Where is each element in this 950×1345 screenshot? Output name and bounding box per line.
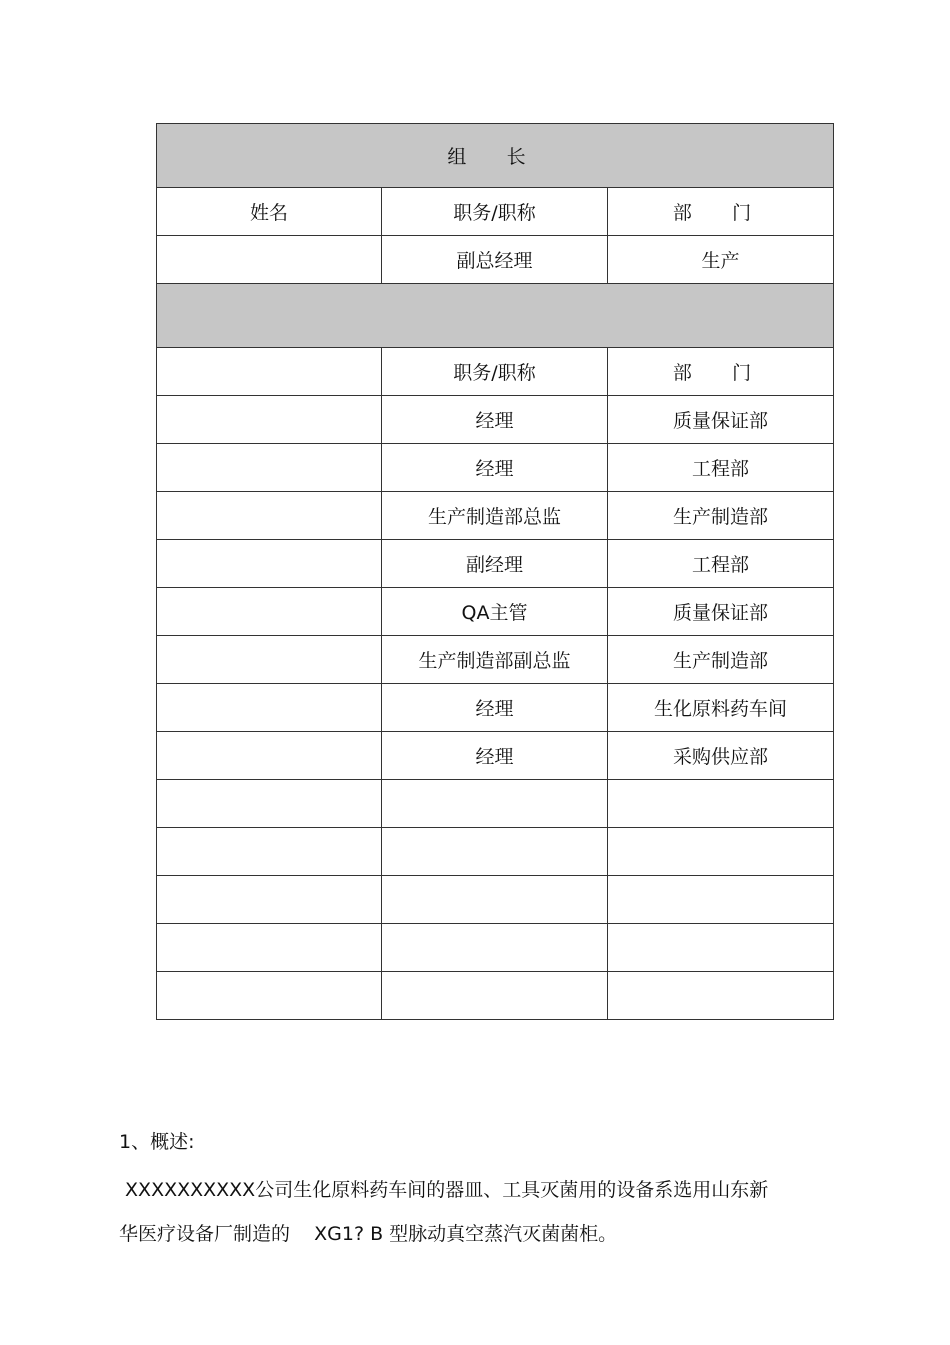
- members-header-title: 职务/职称: [382, 348, 608, 396]
- member-dept: [608, 828, 834, 876]
- header-title: 职务/职称: [382, 188, 608, 236]
- table-row: [157, 588, 834, 636]
- member-dept: [608, 876, 834, 924]
- leader-header-row: [157, 188, 834, 236]
- member-name: [157, 444, 382, 492]
- member-dept: 生产制造部: [608, 636, 834, 684]
- member-name: [157, 396, 382, 444]
- member-dept: 工程部: [608, 540, 834, 588]
- overview-line-2: 华医疗设备厂制造的 XG1? B 型脉动真空蒸汽灭菌菌柜。: [119, 1223, 618, 1245]
- table-row: [157, 828, 834, 876]
- member-title: 生产制造部副总监: [382, 636, 608, 684]
- member-title: 经理: [382, 444, 608, 492]
- member-dept: 采购供应部: [608, 732, 834, 780]
- table-row: [157, 924, 834, 972]
- member-title: [382, 780, 608, 828]
- member-dept: 生化原料药车间: [608, 684, 834, 732]
- member-title: [382, 972, 608, 1020]
- table-row: [157, 492, 834, 540]
- member-title: 副经理: [382, 540, 608, 588]
- member-title: 经理: [382, 684, 608, 732]
- member-dept: 质量保证部: [608, 396, 834, 444]
- member-name: [157, 924, 382, 972]
- table-row: [157, 780, 834, 828]
- overview-paragraph: [119, 1168, 839, 1256]
- table-row: [157, 636, 834, 684]
- header-name: 姓名: [157, 188, 382, 236]
- table-row: [157, 444, 834, 492]
- members-header-row: [157, 348, 834, 396]
- leader-title: 副总经理: [382, 236, 608, 284]
- member-name: [157, 732, 382, 780]
- section-title: 1、概述:: [119, 1131, 195, 1153]
- leader-dept: 生产: [608, 236, 834, 284]
- table-row: [157, 540, 834, 588]
- member-name: [157, 684, 382, 732]
- member-name: [157, 828, 382, 876]
- members-header-dept: 部 门: [608, 348, 834, 396]
- member-dept: 工程部: [608, 444, 834, 492]
- member-title: [382, 828, 608, 876]
- member-name: [157, 780, 382, 828]
- member-title: QA主管: [382, 588, 608, 636]
- personnel-table: [156, 123, 834, 1020]
- member-name: [157, 972, 382, 1020]
- members-band-title: [157, 284, 834, 348]
- member-title: [382, 876, 608, 924]
- member-name: [157, 540, 382, 588]
- member-dept: [608, 972, 834, 1020]
- header-dept: 部 门: [608, 188, 834, 236]
- table-row: [157, 684, 834, 732]
- member-dept: 生产制造部: [608, 492, 834, 540]
- overview-line-1: XXXXXXXXXX公司生化原料药车间的器皿、工具灭菌用的设备系选用山东新: [119, 1179, 769, 1201]
- member-title: 生产制造部总监: [382, 492, 608, 540]
- table-row: [157, 396, 834, 444]
- leader-name: [157, 236, 382, 284]
- member-title: 经理: [382, 732, 608, 780]
- member-dept: [608, 780, 834, 828]
- table-row: [157, 876, 834, 924]
- member-title: 经理: [382, 396, 608, 444]
- member-name: [157, 636, 382, 684]
- table-row: [157, 972, 834, 1020]
- leader-row: [157, 236, 834, 284]
- members-band-row: [157, 284, 834, 348]
- member-name: [157, 492, 382, 540]
- member-dept: [608, 924, 834, 972]
- leader-band-title: 组 长: [157, 124, 834, 188]
- member-name: [157, 876, 382, 924]
- table-row: [157, 732, 834, 780]
- member-title: [382, 924, 608, 972]
- member-dept: 质量保证部: [608, 588, 834, 636]
- leader-band-row: [157, 124, 834, 188]
- member-name: [157, 588, 382, 636]
- members-header-name: [157, 348, 382, 396]
